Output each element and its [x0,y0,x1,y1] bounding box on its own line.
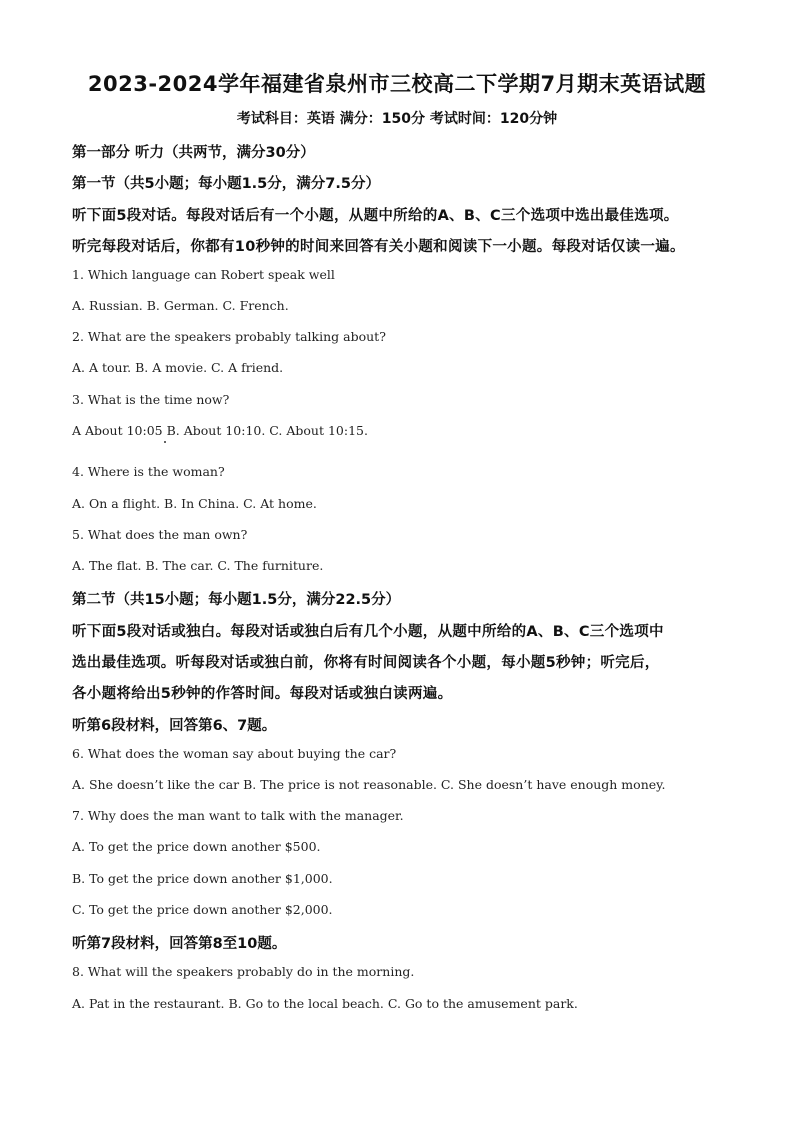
question-7-option-c: C. To get the price down another $2,000. [72,902,333,917]
question-8-options: A. Pat in the restaurant. B. Go to the local beach. C. Go to the amusement park. [72,996,578,1011]
question-1-options: A. Russian. B. German. C. French. [72,298,289,313]
section2-instruction-2: 选出最佳选项。听每段对话或独白前，你将有时间阅读各个小题，每小题5秒钟；听完后， [72,655,660,671]
question-6-options: A. She doesn’t like the car B. The price is not reasonable. C. She doesn’t have enough money. [72,777,666,792]
question-8: 8. What will the speakers probably do in the morning. [72,964,415,979]
question-7-option-b: B. To get the price down another $1,000. [72,871,333,886]
section2-instruction-1: 听下面5段对话或独白。每段对话或独白后有几个小题，从题中所给的A、B、C三个选项中 [72,624,664,640]
section2-instruction-3: 各小题将给出5秒钟的作答时间。每段对话或独白读两遍。 [72,686,453,702]
question-3-options: A About 10:05 B. About 10:10. C. About 10:15. [72,423,368,438]
exam-title: 2023-2024学年福建省泉州市三校高二下学期7月期末英语试题 [87,72,707,96]
question-4-options: A. On a flight. B. In China. C. At home. [72,496,317,511]
question-2: 2. What are the speakers probably talking about? [72,329,386,344]
part1-heading: 第一部分 听力（共两节，满分30分） [72,145,315,161]
section2-heading: 第二节（共15小题；每小题1.5分，满分22.5分） [72,592,401,608]
question-6: 6. What does the woman say about buying the car? [72,746,397,761]
question-1: 1. Which language can Robert speak well [72,267,335,282]
question-7: 7. Why does the man want to talk with the manager. [72,808,404,823]
section1-instruction-1: 听下面5段对话。每段对话后有一个小题，从题中所给的A、B、C三个选项中选出最佳选项。 [72,208,679,224]
question-4: 4. Where is the woman? [72,464,225,479]
stray-dot-mark [164,441,166,443]
section1-heading: 第一节（共5小题；每小题1.5分，满分7.5分） [72,176,380,192]
material-6-heading: 听第6段材料，回答第6、7题。 [72,718,277,734]
exam-info: 考试科目：英语 满分：150分 考试时间：120分钟 [236,111,558,127]
section1-instruction-2: 听完每段对话后，你都有10秒钟的时间来回答有关小题和阅读下一小题。每段对话仅读一遍。 [72,239,685,255]
question-3: 3. What is the time now? [72,392,230,407]
question-5: 5. What does the man own? [72,527,248,542]
question-7-option-a: A. To get the price down another $500. [72,839,321,854]
question-2-options: A. A tour. B. A movie. C. A friend. [72,360,284,375]
question-5-options: A. The flat. B. The car. C. The furniture. [72,558,324,573]
material-7-heading: 听第7段材料，回答第8至10题。 [72,936,287,952]
